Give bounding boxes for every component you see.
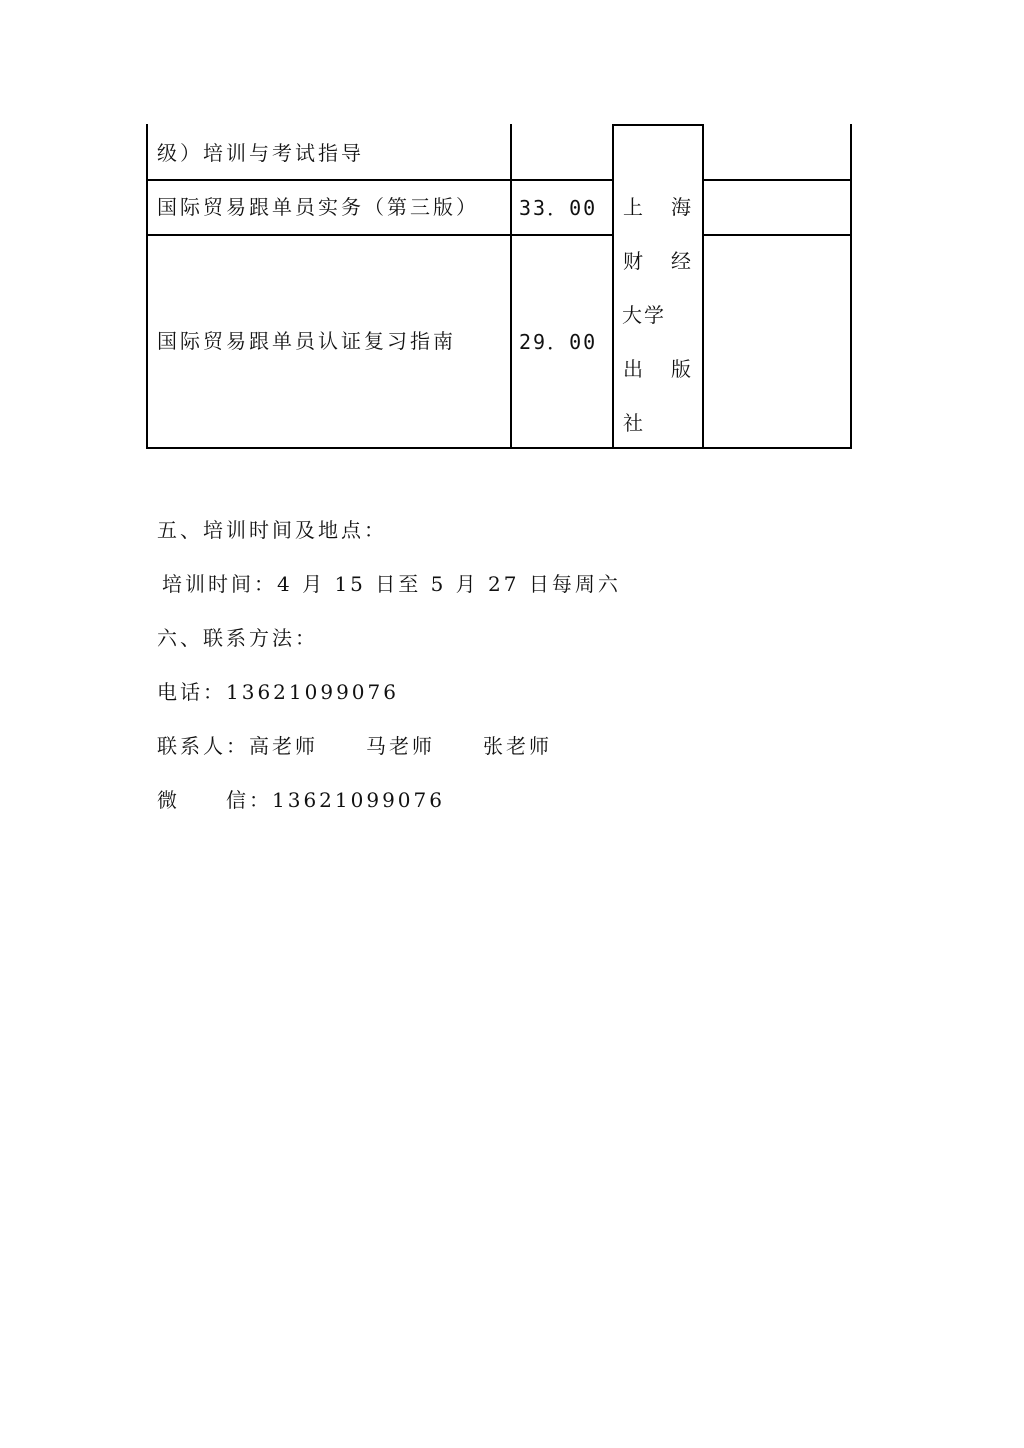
table-border-right — [850, 124, 852, 449]
contact-name: 马老师 — [366, 734, 435, 758]
table-row-line-1-right — [702, 179, 852, 181]
wechat-line — [157, 790, 445, 810]
section-6-heading: 六、联系方法： — [157, 626, 318, 650]
table-row-line-2-right — [702, 234, 852, 236]
phone-line: 电话：13621099076 — [157, 680, 399, 704]
publisher-char: 上 — [623, 195, 643, 219]
table-row-2-title: 国际贸易跟单员实务（第三版） — [157, 195, 479, 219]
table-divider-publisher-notes — [702, 124, 704, 449]
section-5-heading: 五、培训时间及地点： — [157, 518, 387, 542]
table-divider-price-publisher — [612, 124, 614, 449]
publisher-char: 海 — [671, 195, 691, 219]
publisher-char: 经 — [671, 249, 691, 273]
table-top-border-publisher — [612, 124, 704, 126]
training-time: 培训时间：4 月 15 日至 5 月 27 日每周六 — [162, 572, 621, 596]
table-bottom-border — [146, 447, 852, 449]
publisher-char: 出 — [623, 357, 643, 381]
wechat-label-part-1: 微 — [157, 788, 180, 812]
table-row-line-2-left — [146, 234, 613, 236]
wechat-number: 13621099076 — [272, 788, 445, 812]
contacts-line — [157, 736, 552, 756]
table-row-3-title: 国际贸易跟单员认证复习指南 — [157, 329, 456, 353]
table-row-1-title: 级）培训与考试指导 — [157, 141, 364, 165]
table-border-left — [146, 124, 148, 449]
table-row-2-price: 33．00 — [519, 196, 598, 220]
table-divider-title-price — [510, 124, 512, 449]
table-row-3-price: 29．00 — [519, 330, 598, 354]
table-row-line-1-left — [146, 179, 613, 181]
publisher-char: 大学 — [622, 303, 666, 327]
contacts-label: 联系人： — [157, 734, 249, 758]
publisher-char: 版 — [671, 357, 691, 381]
wechat-label-part-2: 信： — [226, 788, 272, 812]
contact-name: 张老师 — [483, 734, 552, 758]
contact-name: 高老师 — [249, 734, 318, 758]
publisher-char: 财 — [623, 249, 643, 273]
publisher-char: 社 — [623, 411, 643, 435]
